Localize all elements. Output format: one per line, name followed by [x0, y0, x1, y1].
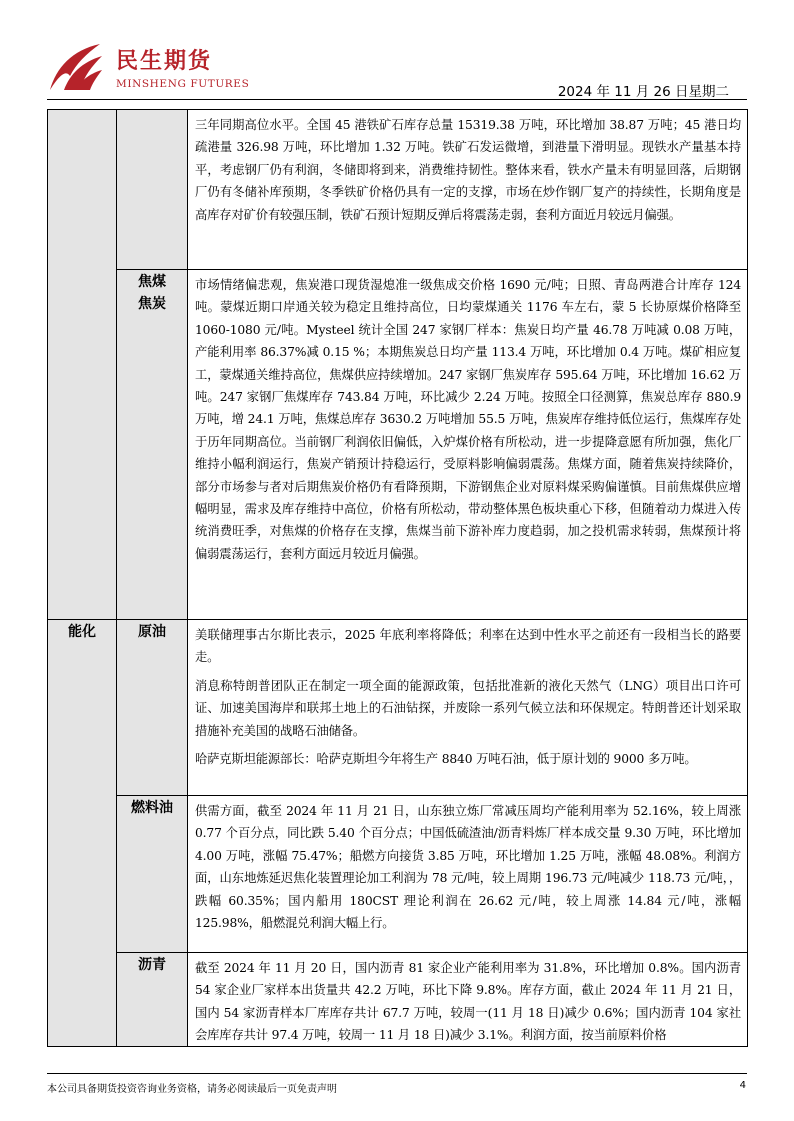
commodity-cell-ironore	[117, 110, 188, 270]
page-number: 4	[739, 1080, 746, 1091]
ironore-paragraph: 三年同期高位水平。全国 45 港铁矿石库存总量 15319.38 万吨，环比增加 38.87 万吨；45 港日均疏港量 326.98 万吨，环比增加 1.32 万吨。铁矿石发运微增，到港量下滑明显。现铁水产量基本持平，考虑钢厂仍有利润，冬储即将到来，消费维持韧性。整体来看，铁水产量未有明显回落，后期钢厂仍有冬储补库预期，冬季铁矿价格仍具有一定的支撑，市场在炒作钢厂复产的持续性，长期角度是高库存对矿价有较强压制，铁矿石预计短期反弹后将震荡走弱，套利方面近月较远月偏强。	[195, 118, 741, 222]
fuel-oil-paragraph: 供需方面，截至 2024 年 11 月 21 日，山东独立炼厂常减压周均产能利用率为 52.16%，较上周涨 0.77 个百分点，同比跌 5.40 个百分点；中国低硫渣油/沥青料炼厂样本成交量 9.30 万吨，环比增加 4.00 万吨，涨幅 75.47%；船燃方向接货 3.85 万吨，环比增加 1.25 万吨，涨幅 48.08%。利润方面，山东地炼延迟焦化装置理论加工利润为 78 元/吨，较上周期 196.73 元/吨减少 118.73 元/吨，，跌幅 60.35%；国内船用 180CST 理论利润在 26.62 元/吨，较上周涨 14.84 元/吨，涨幅 125.98%，船燃混兑利润大幅上行。	[195, 804, 741, 931]
asphalt-label: 沥青	[138, 957, 166, 973]
asphalt-analysis	[188, 953, 748, 1047]
crude-oil-paragraph-3: 哈萨克斯坦能源部长：哈萨克斯坦今年将生产 8840 万吨石油，低于原计划的 9000 多万吨。	[195, 752, 697, 767]
commodity-cell-coal	[117, 270, 188, 620]
coke-label: 焦炭	[138, 296, 166, 312]
commodity-cell-fuel-oil	[117, 796, 188, 953]
crude-oil-paragraph-2: 消息称特朗普团队正在制定一项全面的能源政策，包括批准新的液化天然气（LNG）项目出口许可证、加速美国海岸和联邦土地上的石油钻探，并废除一系列气候立法和环保规定。特朗普还计划采取措施补充美国的战略石油储备。	[195, 678, 741, 738]
footer-disclaimer: 本公司具备期货投资咨询业务资格，请务必阅读最后一页免责声明	[47, 1084, 337, 1095]
minsheng-logo-icon	[46, 40, 104, 92]
page-header	[0, 0, 794, 105]
energy-chem-label: 能化	[68, 624, 96, 640]
report-date: 2024 年 11 月 26 日星期二	[557, 84, 729, 100]
brand-name-en: MINSHENG FUTURES	[116, 78, 250, 90]
coking-coal-label: 焦煤	[138, 274, 166, 290]
table-row	[48, 953, 748, 1047]
header-divider	[47, 99, 747, 100]
crude-oil-paragraph-1: 美联储理事古尔斯比表示，2025 年底利率将降低；利率在达到中性水平之前还有一段相当长的路要走。	[195, 628, 741, 665]
category-cell-energy	[48, 620, 117, 1047]
commodity-table	[47, 109, 748, 1047]
ironore-analysis	[188, 110, 748, 270]
commodity-cell-asphalt	[117, 953, 188, 1047]
asphalt-paragraph: 截至 2024 年 11 月 20 日，国内沥青 81 家企业产能利用率为 31.8%，环比增加 0.8%。国内沥青 54 家企业厂家样本出货量共 42.2 万吨，环比下降 9.8%。库存方面，截止 2024 年 11 月 21 日，国内 54 家沥青样本厂库库存共计 67.7 万吨，较周一(11 月 18 日)减少 0.6%；国内沥青 104 家社会库库存共计 97.4 万吨，较周一 11 月 18 日)减少 3.1%。利润方面，按当前原料价格	[195, 961, 741, 1043]
table-row	[48, 796, 748, 953]
coal-paragraph: 市场情绪偏悲观，焦炭港口现货湿熄准一级焦成交价格 1690 元/吨；日照、青岛两港合计库存 124 吨。蒙煤近期口岸通关较为稳定且维持高位，日均蒙煤通关 1176 车左右，蒙 5 长协原煤价格降至 1060-1080 元/吨。Mysteel 统计全国 247 家钢厂样本：焦炭日均产量 46.78 万吨减 0.08 万吨，产能利用率 86.37%减 0.15 %；本期焦炭总日均产量 113.4 万吨，环比增加 0.4 万吨。煤矿相应复工，蒙煤通关维持高位，焦煤供应持续增加。247 家钢厂焦炭库存 595.64 万吨，环比增加 16.62 万吨。247 家钢厂焦煤库存 743.84 万吨，环比减少 2.24 万吨。按照全口径测算，焦炭总库存 880.9 万吨，增 24.1 万吨，焦煤总库存 3630.2 万吨增加 55.5 万吨，焦炭库存维持低位运行，焦煤库存处于历年同期高位。当前钢厂利润依旧偏低，入炉煤价格有所松动，进一步提降意愿有所加强，焦化厂维持小幅利润运行，焦炭产销预计持稳运行，受原料影响偏弱震荡。焦煤方面，随着焦炭持续降价，部分市场参与者对后期焦炭价格仍有看降预期，下游钢焦企业对原料煤采购偏谨慎。目前焦煤供应增幅明显，需求及库存维持中高位，价格有所松动，带动整体黑色板块重心下移，但随着动力煤进入传统消费旺季，对焦煤的价格存在支撑，焦煤当前下游补库力度趋弱，加之投机需求转弱，焦煤预计将偏弱震荡运行，套利方面远月较近月偏强。	[195, 278, 741, 561]
commodity-cell-crude-oil	[117, 620, 188, 796]
fuel-oil-label: 燃料油	[131, 800, 173, 816]
coal-analysis	[188, 270, 748, 620]
fuel-oil-analysis	[188, 796, 748, 953]
footer-divider	[47, 1073, 747, 1074]
crude-oil-analysis	[188, 620, 748, 796]
brand-name-cn: 民生期货	[116, 49, 213, 74]
table-row	[48, 110, 748, 270]
crude-oil-label: 原油	[138, 624, 166, 640]
table-row	[48, 270, 748, 620]
table-row	[48, 620, 748, 796]
category-cell-black	[48, 110, 117, 620]
